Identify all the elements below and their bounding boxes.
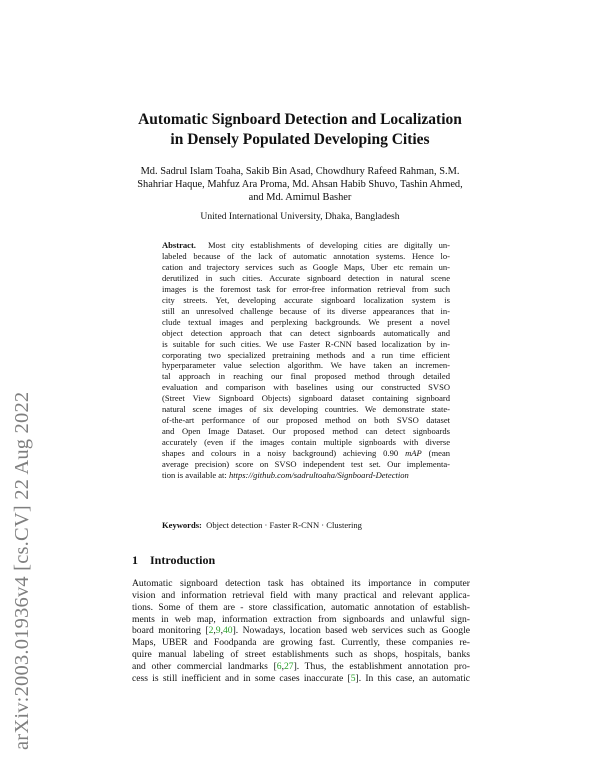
abstract-line: Abstract. Most city establishments of developing cities are digitally un- [162, 240, 450, 250]
body-line: and other commercial landmarks [6,27]. Thus, the establishment annotation pro- [132, 660, 470, 672]
abstract-line: tal approach in reaching our final proposed method through detailed [162, 371, 450, 382]
abstract-line: natural scene images of six developing countries. We demonstrate state- [162, 404, 450, 415]
body-line: vision and information retrieval field with many practical and relevant applica- [132, 589, 470, 601]
abstract-line: of-the-art performance of our proposed method on both SVSO dataset [162, 415, 450, 426]
title-line: Automatic Signboard Detection and Localization [138, 111, 462, 128]
body-line: Automatic signboard detection task has obtained its importance in computer [132, 578, 470, 589]
body-line: board monitoring [2,9,40]. Nowadays, location based web services such as Google [132, 625, 470, 637]
abstract [162, 240, 450, 481]
citation-link[interactable]: 6 [276, 660, 282, 672]
abstract-line: labeled because of the lack of automatic annotation systems. Hence lo- [162, 250, 450, 261]
body-line: tions. Some of them are - store classification, automatic annotation of establish- [132, 601, 470, 613]
abstract-line: shapes and colours in a noisy background) achieving 0.90 mAP (mean [162, 448, 451, 459]
citation-link[interactable]: 27 [283, 660, 294, 672]
author-line: Md. Sadrul Islam Toaha, Sakib Bin Asad, Chowdhury Rafeed Rahman, S.M. [140, 166, 460, 177]
abstract-line: and Open Image Dataset. Our proposed method can detect signboards [162, 426, 450, 437]
abstract-line: city streets. Yet, developing accurate signboard localization system is [162, 294, 450, 305]
abstract-line: is suitable for such cities. We use Faster R-CNN based localization by in- [162, 338, 450, 349]
paper-title [100, 110, 500, 150]
author-line: and Md. Amimul Basher [248, 192, 352, 203]
repository-link[interactable]: https://github.com/sadrultoaha/Signboard-Detection [228, 470, 409, 481]
abstract-line: corporating two specialized pretraining methods and a run time efficient [162, 349, 450, 360]
abstract-line: (Street View Signboard Objects) signboard dataset containing signboard [162, 393, 450, 404]
abstract-line: average precision) score on SVSO independent test set. Our implementa- [162, 459, 450, 470]
author-line: Shahriar Haque, Mahfuz Ara Proma, Md. Ahsan Habib Shuvo, Tashin Ahmed, [137, 179, 463, 190]
body-line: cess is still inefficient and in some cases inaccurate [5]. In this case, an automatic [132, 672, 470, 684]
map-metric: mAP [405, 448, 422, 459]
abstract-line: still an unresolved challenge because of its diverse appearances that in- [162, 305, 450, 316]
abstract-label: Abstract. [162, 240, 196, 250]
title-line: in Densely Populated Developing Cities [170, 131, 430, 148]
abstract-line: accurately (even if the images contain multiple signboards with diverse [162, 437, 450, 448]
author-list [120, 165, 480, 204]
introduction-text [132, 578, 470, 685]
abstract-line: cation and trajectory services such as Google Maps, Uber etc remain un- [162, 261, 450, 272]
affiliation: United International University, Dhaka, Bangladesh [200, 211, 400, 222]
abstract-line: hyperparameter value selection algorithm. We have taken an incremen- [162, 360, 450, 371]
body-line: ments in web map, information extraction from signboards and unlawful sign- [132, 613, 470, 625]
citation-link[interactable]: 2 [208, 625, 214, 637]
arxiv-identifier: arXiv:2003.01936v4 [cs.CV] 22 Aug 2022 [11, 391, 33, 750]
keywords-list: Object detection · Faster R-CNN · Clustering [206, 520, 362, 530]
abstract-line: images is the foremost task for error-free information retrieval from such [162, 283, 450, 294]
section-number: 1 [132, 553, 138, 567]
abstract-line: object detection approach that can detect signboards automatically and [162, 327, 450, 338]
abstract-line: clude textual images and perplexing backgrounds. We present a novel [162, 316, 450, 327]
body-line: quire manual labeling of street establishments such as shops, hospitals, banks [132, 649, 470, 661]
citation-link[interactable]: 40 [222, 625, 233, 637]
body-line: Maps, UBER and Foodpanda are growing fast. Currently, these companies re- [132, 637, 470, 649]
section-heading [132, 553, 215, 568]
citation-link[interactable]: 9 [215, 625, 221, 637]
abstract-line: derutilized in such cities. Accurate signboard detection in natural scene [162, 272, 450, 283]
abstract-line: evaluation and comparison with baselines using our constructed SVSO [162, 382, 450, 393]
section-title: Introduction [150, 553, 216, 567]
abstract-line: tion is available at: https://github.com/sadrultoaha/Signboard-Detection [162, 470, 409, 481]
citation-link[interactable]: 5 [350, 672, 356, 684]
keywords-label: Keywords: [162, 520, 202, 530]
keywords [162, 520, 450, 530]
